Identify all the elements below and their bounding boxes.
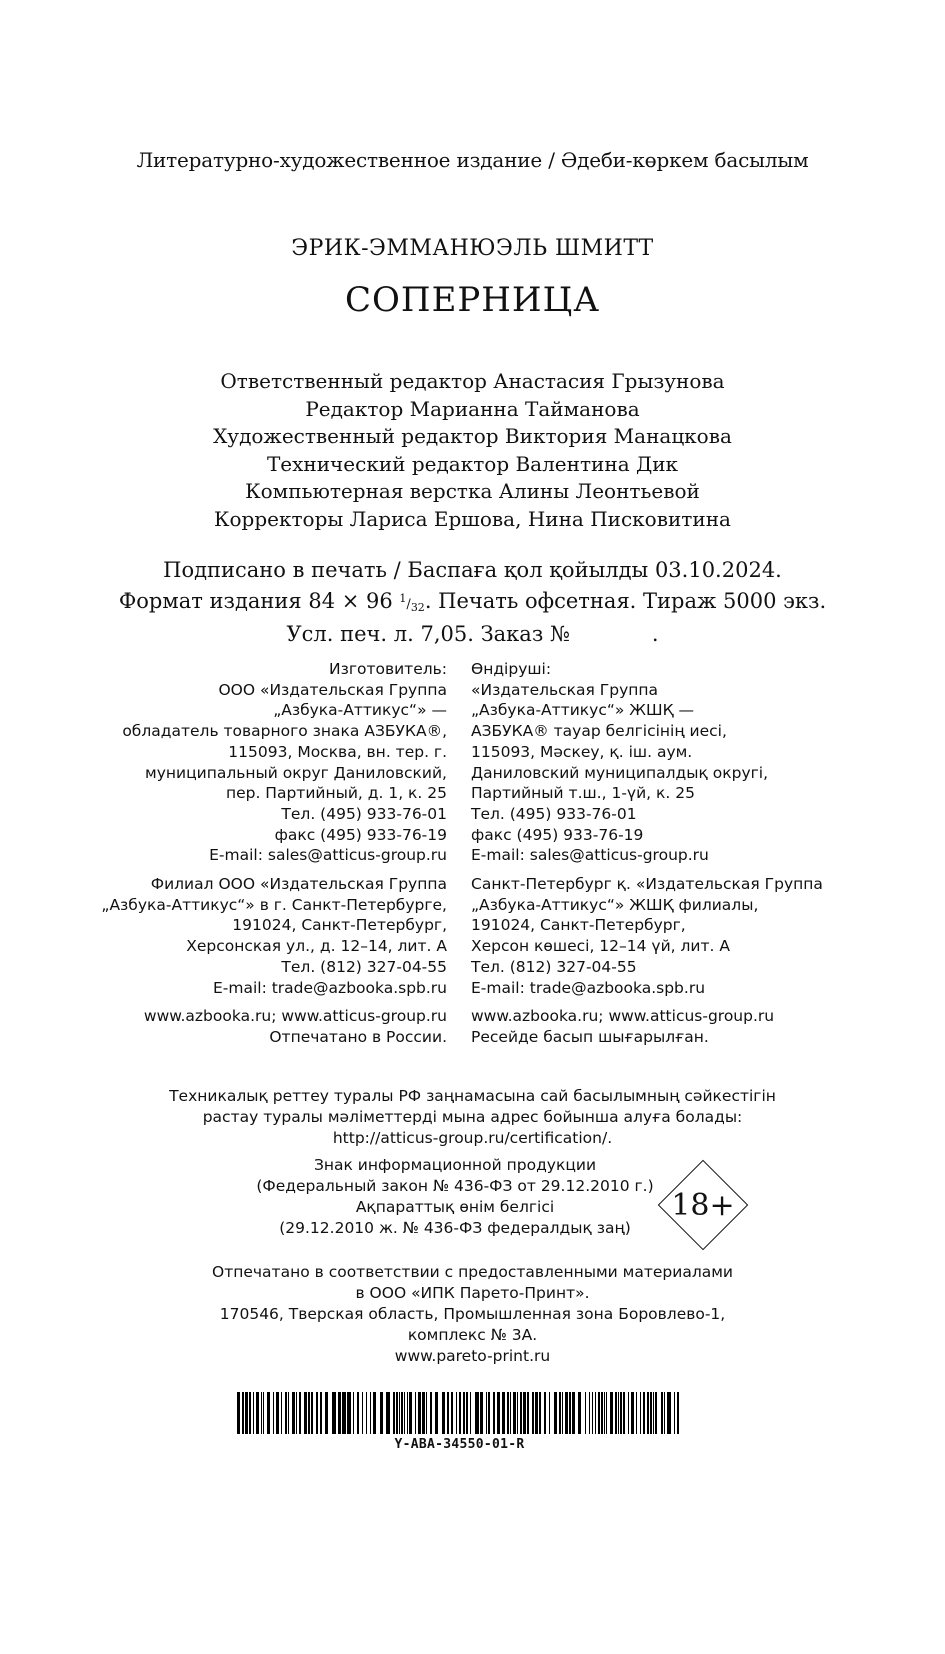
info-line: Тел. (495) 933-76-01 — [281, 804, 447, 823]
barcode-bar — [523, 1392, 526, 1434]
info-line: E-mail: sales@atticus-group.ru — [209, 846, 447, 865]
barcode-bar — [631, 1392, 634, 1434]
info-line: Санкт-Петербург қ. «Издательская Группа — [471, 875, 823, 894]
barcode-bar — [304, 1392, 307, 1434]
barcode-bar — [562, 1392, 563, 1434]
barcode-bar — [578, 1392, 581, 1434]
barcode-bar — [316, 1392, 318, 1434]
barcode-bar — [256, 1392, 259, 1434]
info-line: АЗБУКА® тауар белгісінің иесі, — [471, 722, 727, 741]
format-line — [0, 585, 945, 622]
format-num: 1 — [399, 591, 407, 605]
info-line: Отпечатано в России. — [269, 1027, 447, 1046]
age-line: Знак информационной продукции — [313, 1156, 597, 1174]
cert-line: растау туралы мәліметтерді мына адрес бойынша алуға болады: — [202, 1108, 743, 1126]
info-line: Даниловский муниципалдық округі, — [471, 763, 769, 782]
info-line: E-mail: sales@atticus-group.ru — [471, 846, 709, 865]
barcode-bar — [466, 1392, 468, 1434]
barcode-bar — [604, 1392, 605, 1434]
info-line: Тел. (495) 933-76-01 — [471, 804, 637, 823]
barcode-bar — [418, 1392, 421, 1434]
barcode-bar — [620, 1392, 622, 1434]
barcode-bar — [595, 1392, 596, 1434]
publication-info — [0, 557, 945, 649]
barcode-bar — [332, 1392, 336, 1434]
spacer — [101, 866, 447, 874]
barcode-bar — [338, 1392, 341, 1434]
barcode-bar — [554, 1392, 557, 1434]
info-line: E-mail: trade@azbooka.spb.ru — [471, 978, 706, 997]
barcode-bar — [357, 1392, 359, 1434]
barcode-bar — [308, 1392, 310, 1434]
print-line: комплекс № 3А. — [407, 1326, 538, 1344]
credits-block — [0, 368, 945, 533]
barcode-bar — [311, 1392, 313, 1434]
barcode-bar — [404, 1392, 405, 1434]
barcode-bar — [288, 1392, 289, 1434]
barcode-bar — [539, 1392, 541, 1434]
barcode-bar — [422, 1392, 425, 1434]
barcode-bar — [486, 1392, 487, 1434]
barcode-bar — [565, 1392, 568, 1434]
barcode-bar — [647, 1392, 649, 1434]
info-line: E-mail: trade@azbooka.spb.ru — [212, 978, 447, 997]
info-line: пер. Партийный, д. 1, к. 25 — [225, 784, 447, 803]
order-prefix: Усл. печ. л. 7,05. Заказ № — [286, 622, 570, 646]
credit-line: Корректоры Лариса Ершова, Нина Писковитина — [214, 506, 731, 531]
spacer — [101, 998, 447, 1006]
barcode-bar — [245, 1392, 248, 1434]
barcode-bar — [401, 1392, 403, 1434]
barcode-bar — [549, 1392, 550, 1434]
age-rating-badge — [658, 1160, 748, 1250]
barcode-bar — [370, 1392, 371, 1434]
barcode-bar — [426, 1392, 427, 1434]
barcode-bar — [347, 1392, 351, 1434]
info-line: 115093, Москва, вн. тер. г. — [228, 742, 447, 761]
barcode-bar — [667, 1392, 671, 1434]
barcode-bar — [520, 1392, 522, 1434]
barcode-bar — [442, 1392, 445, 1434]
barcode-bar — [407, 1392, 408, 1434]
barcode-bar — [435, 1392, 438, 1434]
barcode-bar — [409, 1392, 412, 1434]
info-line: Изготовитель: — [328, 660, 447, 678]
barcode-bar — [615, 1392, 617, 1434]
print-url: www.pareto-print.ru — [394, 1347, 551, 1365]
print-line: в ООО «ИПК Парето-Принт». — [355, 1284, 590, 1302]
barcode-bar — [480, 1392, 483, 1434]
age-line: (Федеральный закон № 436-ФЗ от 29.12.2010 г.) — [256, 1177, 654, 1195]
barcode-bar — [459, 1392, 461, 1434]
info-line: «Издательская Группа — [471, 680, 659, 699]
info-line: Херсон көшесі, 12–14 үй, лит. А — [471, 937, 730, 956]
format-den: 32 — [410, 600, 425, 614]
barcode-bar — [281, 1392, 282, 1434]
barcode-bar — [276, 1392, 279, 1434]
barcode-bar — [640, 1392, 641, 1434]
barcode-bar — [653, 1392, 654, 1434]
barcode-bar — [362, 1392, 363, 1434]
print-line: 170546, Тверская область, Промышленная зона Боровлево-1, — [219, 1305, 726, 1323]
printing-info — [0, 1262, 945, 1367]
barcode-bar — [285, 1392, 287, 1434]
barcode-bar — [292, 1392, 295, 1434]
barcode-bar — [353, 1392, 354, 1434]
order-line — [0, 621, 945, 649]
barcode-bar — [569, 1392, 571, 1434]
barcode-bar — [488, 1392, 490, 1434]
barcode-icon — [237, 1392, 682, 1434]
barcode-bar — [366, 1392, 367, 1434]
cert-url: http://atticus-group.ru/certification/. — [332, 1129, 613, 1147]
signed-line: Подписано в печать / Баспаға қол қойылды 03.10.2024. — [163, 558, 782, 582]
credit-line: Компьютерная верстка Алины Леонтьевой — [245, 479, 700, 503]
spacer — [471, 998, 823, 1006]
edition-type: Литературно-художественное издание / Әдеби-көркем басылым — [136, 148, 809, 172]
info-line: „Азбука-Аттикус“» в г. Санкт-Петербурге, — [101, 895, 447, 914]
barcode-bar — [430, 1392, 432, 1434]
barcode-bar — [535, 1392, 538, 1434]
barcode-bar — [598, 1392, 600, 1434]
barcode-bar — [513, 1392, 516, 1434]
barcode-bar — [643, 1392, 645, 1434]
barcode-bar — [601, 1392, 603, 1434]
barcode-bar — [606, 1392, 607, 1434]
barcode-bar — [249, 1392, 251, 1434]
info-line: Партийный т.ш., 1-үй, к. 25 — [471, 784, 695, 803]
spacer — [471, 866, 823, 874]
barcode-bar — [463, 1392, 465, 1434]
book-author: ЭРИК-ЭММАНЮЭЛЬ ШМИТТ — [291, 236, 654, 261]
info-line: Тел. (812) 327-04-55 — [281, 957, 447, 976]
info-line: ООО «Издательская Группа — [218, 680, 447, 699]
credit-line: Редактор Марианна Тайманова — [305, 396, 640, 421]
barcode-bar — [380, 1392, 383, 1434]
barcode-bar — [386, 1392, 390, 1434]
barcode-bar — [396, 1392, 398, 1434]
cert-line: Техникалық реттеу туралы РФ заңнамасына сай басылымның сәйкестігін — [169, 1087, 776, 1105]
barcode-bar — [677, 1392, 679, 1434]
barcode-bar — [559, 1392, 561, 1434]
barcode-bar — [664, 1392, 665, 1434]
barcode-bar — [493, 1392, 495, 1434]
info-line: „Азбука-Аттикус“» — — [273, 701, 447, 720]
barcode-bar — [610, 1392, 613, 1434]
barcode-bar — [507, 1392, 509, 1434]
info-line: Филиал ООО «Издательская Группа — [150, 875, 447, 894]
credit-line: Ответственный редактор Анастасия Грызунова — [220, 369, 725, 393]
credit-line: Технический редактор Валентина Дик — [266, 451, 679, 476]
info-line: Ресейде басып шығарылған. — [471, 1027, 709, 1046]
info-line: „Азбука-Аттикус“» ЖШҚ филиалы, — [471, 895, 759, 914]
barcode-bar — [451, 1392, 453, 1434]
format-prefix: Формат издания 84 × 96 — [118, 588, 393, 613]
certification-info — [0, 1086, 945, 1149]
info-line: 191024, Санкт-Петербург, — [471, 916, 686, 935]
barcode-bar — [242, 1392, 244, 1434]
barcode-bar — [273, 1392, 274, 1434]
info-line: факс (495) 933-76-19 — [471, 825, 644, 844]
info-line: муниципальный округ Даниловский, — [145, 763, 447, 782]
barcode-bar — [572, 1392, 575, 1434]
barcode-bar — [325, 1392, 328, 1434]
age-rating-label: 18+ — [671, 1188, 735, 1223]
barcode-bar — [299, 1392, 301, 1434]
barcode-bar — [237, 1392, 240, 1434]
barcode-bar — [661, 1392, 663, 1434]
barcode-bar — [527, 1392, 529, 1434]
barcode-bar — [296, 1392, 297, 1434]
barcode-bar — [623, 1392, 625, 1434]
barcode-bar — [253, 1392, 254, 1434]
barcode-bar — [655, 1392, 657, 1434]
age-rating-text — [240, 1155, 670, 1239]
barcode-bar — [618, 1392, 619, 1434]
barcode-bar — [393, 1392, 395, 1434]
barcode-bar — [263, 1392, 264, 1434]
info-line: www.azbooka.ru; www.atticus-group.ru — [471, 1007, 775, 1026]
info-line: Херсонская ул., д. 12–14, лит. А — [186, 937, 447, 956]
barcode-bar — [544, 1392, 546, 1434]
barcode-bar — [592, 1392, 593, 1434]
barcode-bar — [415, 1392, 416, 1434]
format-fraction: $^1/_{32}$ — [399, 591, 425, 614]
info-line: обладатель товарного знака АЗБУКА®, — [122, 722, 447, 741]
barcode-bar — [636, 1392, 637, 1434]
barcode-bar — [674, 1392, 675, 1434]
barcode-bar — [261, 1392, 262, 1434]
publisher-info-ru — [101, 659, 447, 1048]
barcode-bar — [510, 1392, 511, 1434]
barcode-bar — [532, 1392, 534, 1434]
barcode-bar — [447, 1392, 449, 1434]
credit-line: Художественный редактор Виктория Манацкова — [213, 424, 732, 448]
barcode-bar — [320, 1392, 322, 1434]
book-title: СОПЕРНИЦА — [345, 280, 600, 320]
info-line: „Азбука-Аттикус“» ЖШҚ — — [471, 701, 694, 720]
barcode-bar — [497, 1392, 500, 1434]
info-line: Тел. (812) 327-04-55 — [471, 957, 637, 976]
info-line: факс (495) 933-76-19 — [274, 825, 447, 844]
barcode-bar — [628, 1392, 629, 1434]
barcode-bar — [650, 1392, 652, 1434]
info-line: www.azbooka.ru; www.atticus-group.ru — [143, 1007, 447, 1026]
info-line: 115093, Мәскеу, қ. іш. аум. — [471, 742, 693, 761]
barcode-bar — [585, 1392, 586, 1434]
barcode-bar — [589, 1392, 590, 1434]
barcode-bar — [267, 1392, 270, 1434]
publisher-info-kz — [471, 659, 823, 1048]
barcode-code: Y-ABA-34550-01-R — [394, 1437, 525, 1452]
barcode-bar — [475, 1392, 479, 1434]
barcode-bar — [470, 1392, 471, 1434]
barcode-bar — [373, 1392, 376, 1434]
barcode-bar — [517, 1392, 518, 1434]
barcode-bar — [456, 1392, 457, 1434]
barcode-bar — [399, 1392, 400, 1434]
info-line: Өндіруші: — [471, 660, 552, 678]
age-line: (29.12.2010 ж. № 436-ФЗ федералдық заң) — [279, 1219, 631, 1237]
format-suffix: . Печать офсетная. Тираж 5000 экз. — [424, 588, 827, 613]
order-suffix: . — [651, 622, 659, 646]
print-line: Отпечатано в соответствии с предоставленными материалами — [212, 1263, 733, 1281]
barcode-bar — [342, 1392, 346, 1434]
age-line: Ақпараттық өнім белгісі — [355, 1198, 555, 1216]
info-line: 191024, Санкт-Петербург, — [232, 916, 447, 935]
barcode-bar — [502, 1392, 505, 1434]
